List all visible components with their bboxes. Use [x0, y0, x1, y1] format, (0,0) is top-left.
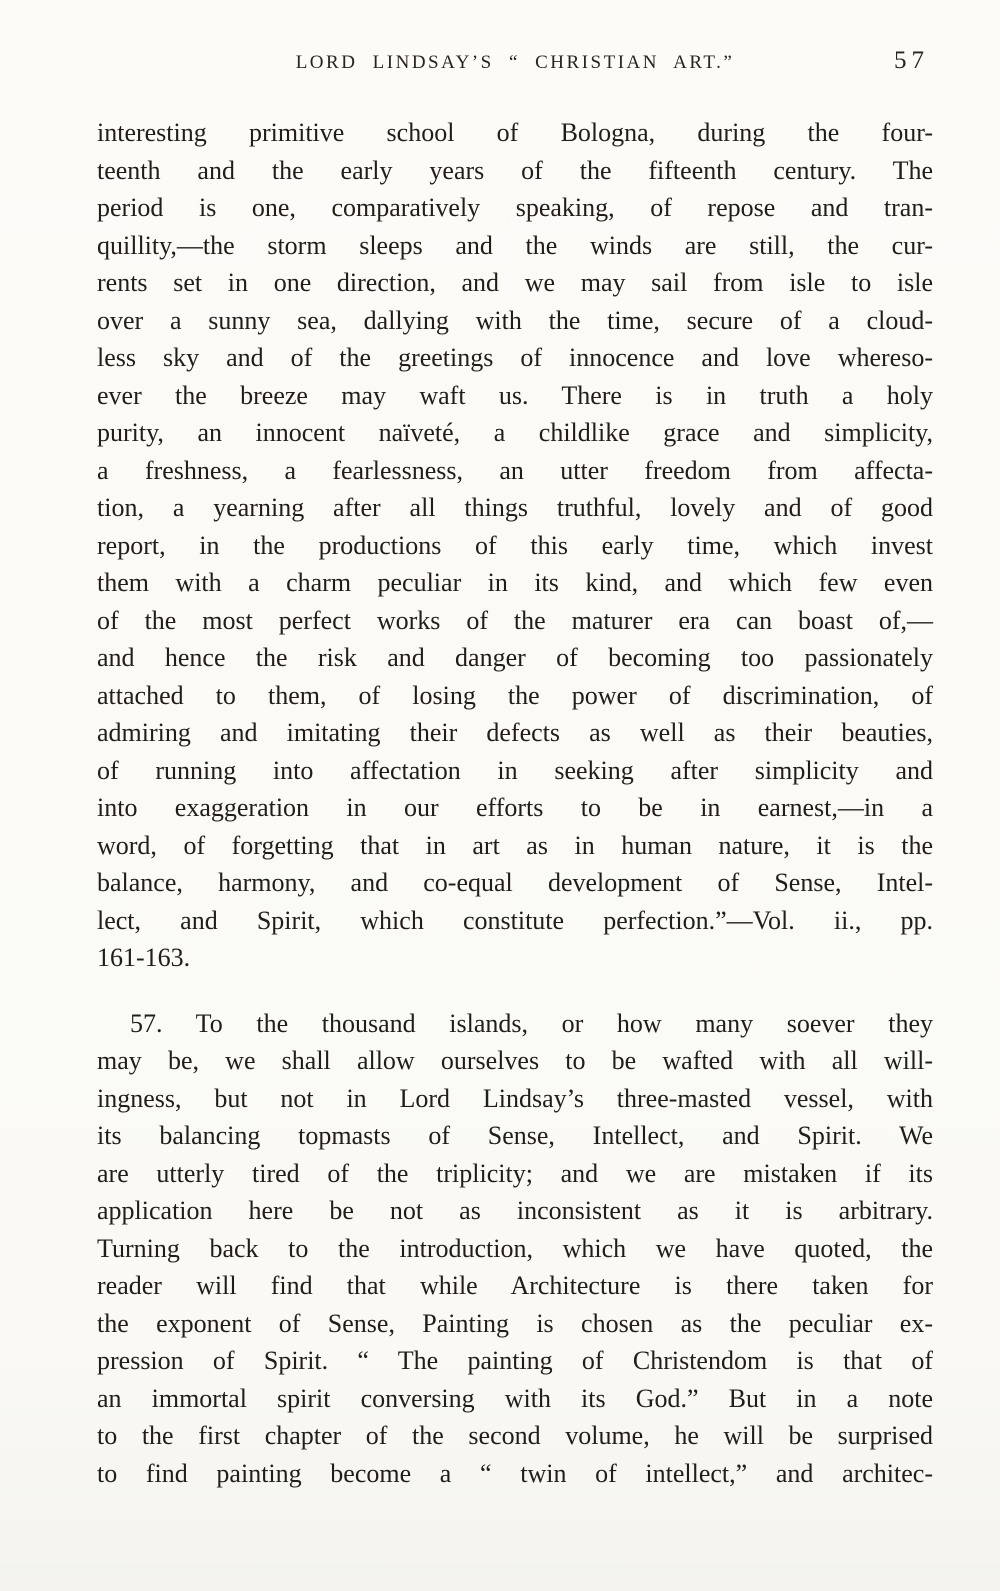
text-line: an immortal spirit conversing with its God.” But in a note	[97, 1383, 933, 1413]
text-line: ever the breeze may waft us. There is in truth a holy	[97, 380, 933, 410]
text-line: word, of forgetting that in art as in human nature, it is the	[97, 830, 933, 860]
text-line: purity, an innocent naïveté, a childlike grace and simplicity,	[97, 418, 933, 447]
text-line: are utterly tired of the triplicity; and we are mistaken if its	[97, 1158, 933, 1188]
paragraph	[97, 114, 933, 977]
text-line: admiring and imitating their defects as well as their beauties,	[97, 718, 933, 747]
text-line: a freshness, a fearlessness, an utter freedom from affecta-	[97, 455, 933, 485]
text-line: lect, and Spirit, which constitute perfection.”—Vol. ii., pp.	[97, 905, 933, 935]
text-line: to the first chapter of the second volume, he will be surprised	[97, 1421, 933, 1450]
text-line: balance, harmony, and co-equal development of Sense, Intel-	[97, 868, 933, 897]
text-line: application here be not as inconsistent as it is arbitrary.	[97, 1196, 933, 1225]
page-number: 57	[894, 47, 929, 74]
text-line: 161-163.	[97, 943, 191, 972]
text-line: to find painting become a “ twin of intellect,” and architec-	[97, 1458, 933, 1488]
text-line: may be, we shall allow ourselves to be wafted with all will-	[97, 1046, 933, 1075]
text-line: period is one, comparatively speaking, of repose and tran-	[97, 193, 933, 222]
text-line: report, in the productions of this early time, which invest	[97, 530, 933, 560]
text-line: interesting primitive school of Bologna, during the four-	[97, 118, 933, 147]
text-line: of running into affectation in seeking after simplicity and	[97, 755, 933, 785]
running-title: LORD LINDSAY’S “ CHRISTIAN ART.”	[295, 52, 735, 73]
text-line: teenth and the early years of the fifteenth century. The	[97, 155, 933, 185]
text-line: the exponent of Sense, Painting is chosen as the peculiar ex-	[97, 1308, 933, 1338]
text-line: tion, a yearning after all things truthful, lovely and of good	[97, 493, 933, 522]
text-line: less sky and of the greetings of innocence and love whereso-	[97, 343, 933, 372]
paragraph	[97, 1005, 933, 1493]
text-line: 57. To the thousand islands, or how many soever they	[130, 1008, 933, 1038]
text-line: them with a charm peculiar in its kind, and which few even	[97, 568, 933, 597]
page-header	[97, 47, 933, 92]
text-line: rents set in one direction, and we may sail from isle to isle	[97, 268, 933, 297]
text-line: Turning back to the introduction, which we have quoted, the	[97, 1233, 933, 1263]
text-line: and hence the risk and danger of becoming too passionately	[97, 643, 933, 672]
text-line: of the most perfect works of the maturer era can boast of,—	[97, 605, 933, 635]
text-line: pression of Spirit. “ The painting of Christendom is that of	[97, 1346, 933, 1375]
page-body	[97, 114, 933, 1492]
text-line: reader will find that while Architecture is there taken for	[97, 1271, 933, 1300]
text-line: ingness, but not in Lord Lindsay’s three-masted vessel, with	[97, 1083, 933, 1113]
text-line: its balancing topmasts of Sense, Intellect, and Spirit. We	[97, 1121, 933, 1150]
text-line: quillity,—the storm sleeps and the winds are still, the cur-	[97, 230, 933, 260]
text-line: into exaggeration in our efforts to be in earnest,—in a	[97, 793, 933, 822]
text-line: over a sunny sea, dallying with the time, secure of a cloud-	[97, 305, 933, 335]
text-line: attached to them, of losing the power of discrimination, of	[97, 680, 933, 710]
